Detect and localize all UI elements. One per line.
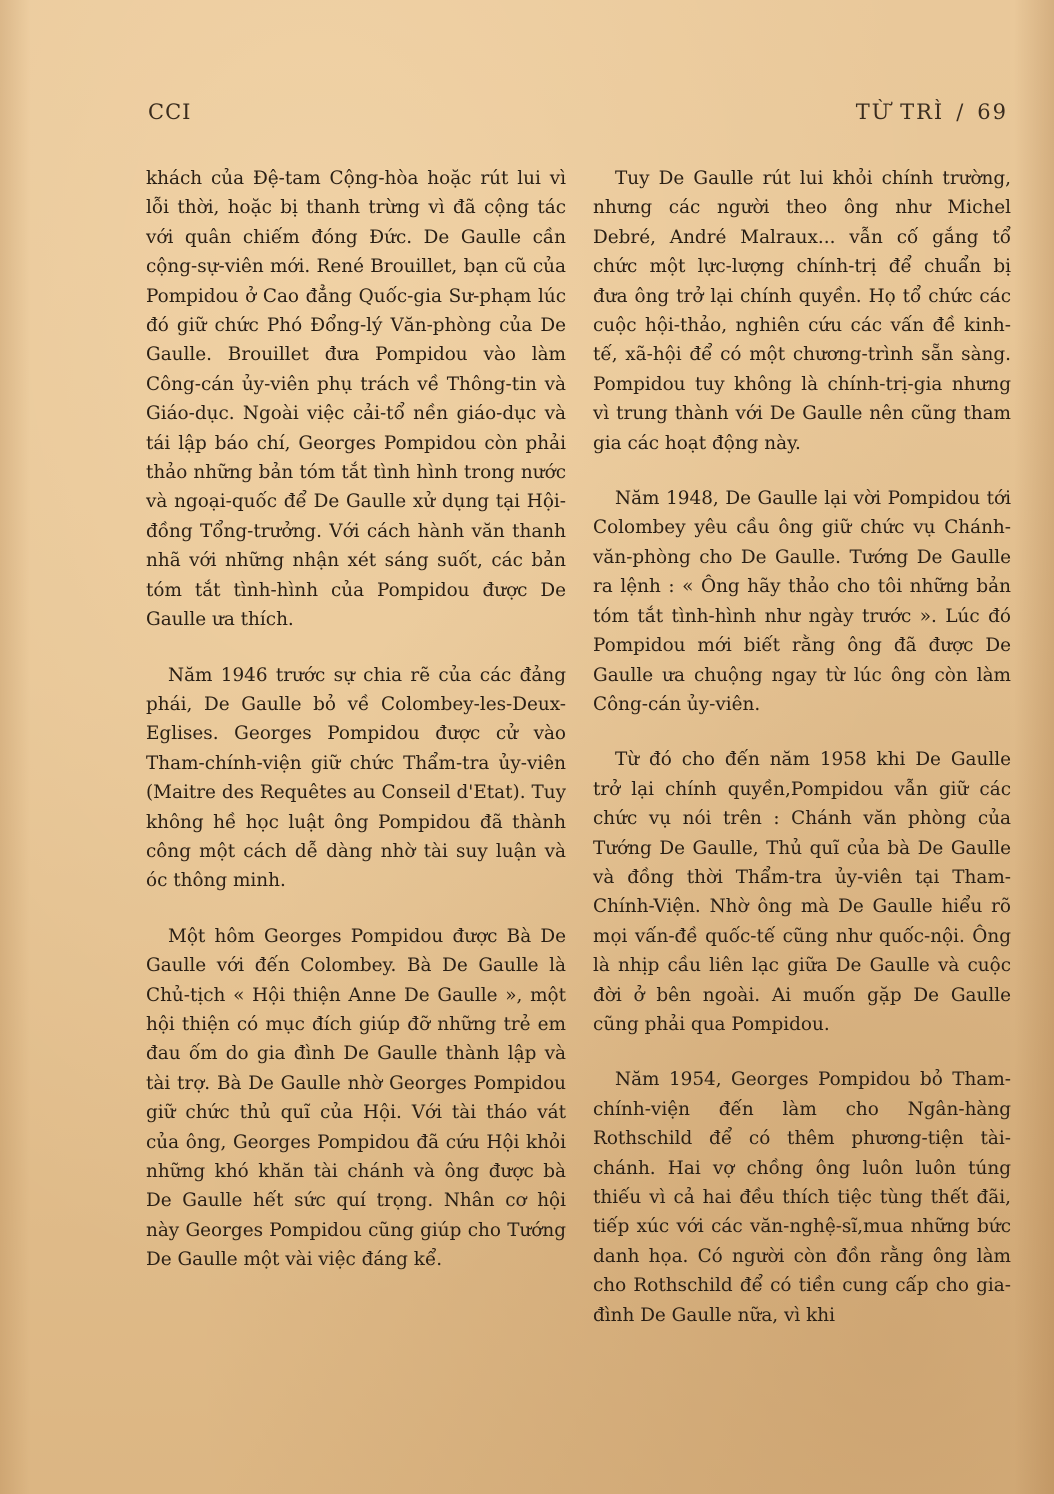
right-column xyxy=(593,164,1011,1356)
page-left-shadow xyxy=(0,0,30,1494)
running-header xyxy=(856,100,1008,124)
left-column xyxy=(146,164,566,1301)
paragraph: Một hôm Georges Pompidou được Bà De Gaulle với đến Colombey. Bà De Gaulle là Chủ-tịch « Hội thiện Anne De Gaulle », một hội thiện có mục đích giúp đỡ những trẻ em đau ốm do gia đình De Gaulle thành lập và tài trợ. Bà De Gaulle nhờ Georges Pompidou giữ chức thủ quĩ của Hội. Với tài tháo vát của ông, Georges Pompidou đã cứu Hội khỏi những khó khăn tài chánh và ông được bà De Gaulle hết sức quí trọng. Nhân cơ hội này Georges Pompidou cũng giúp cho Tướng De Gaulle một vài việc đáng kể. xyxy=(146,925,566,1271)
header-left-mark: CCI xyxy=(148,100,192,124)
paragraph: Năm 1946 trước sự chia rẽ của các đảng phái, De Gaulle bỏ về Colombey-les-Deux-Eglises. Georges Pompidou được cử vào Tham-chính-viện giữ chức Thẩm-tra ủy-viên (Maitre des Requêtes au Conseil d'Etat). Tuy không hề học luật ông Pompidou đã thành công một cách dễ dàng nhờ tài suy luận và óc thông minh. xyxy=(146,664,566,892)
paragraph: Tuy De Gaulle rút lui khỏi chính trường, nhưng các người theo ông như Michel Debré, André Malraux... vẫn cố gắng tổ chức một lực-lượng chính-trị để chuẩn bị đưa ông trở lại chính quyền. Họ tổ chức các cuộc hội-thảo, nghiên cứu các vấn đề kinh-tế, xã-hội để có một chương-trình sẵn sàng. Pompidou tuy không là chính-trị-gia nhưng vì trung thành với De Gaulle nên cũng tham gia các hoạt động này. xyxy=(593,168,1011,454)
page-number: 69 xyxy=(977,100,1008,124)
paragraph: Năm 1954, Georges Pompidou bỏ Tham-chính-viện đến làm cho Ngân-hàng Rothschild để có thêm phương-tiện tài-chánh. Hai vợ chồng ông luôn luôn túng thiếu vì cả hai đều thích tiệc tùng thết đãi, tiếp xúc với các văn-nghệ-sĩ,mua những bức danh họa. Có người còn đồn rằng ông làm cho Rothschild để có tiền cung cấp cho gia-đình De Gaulle nữa, vì khi xyxy=(593,1069,1011,1326)
paragraph: khách của Đệ-tam Cộng-hòa hoặc rút lui vì lỗi thời, hoặc bị thanh trừng vì đã cộng tác với quân chiếm đóng Đức. De Gaulle cần cộng-sự-viên mới. René Brouillet, bạn cũ của Pompidou ở Cao đẳng Quốc-gia Sư-phạm lúc đó giữ chức Phó Đổng-lý Văn-phòng của De Gaulle. Brouillet đưa Pompidou vào làm Công-cán ủy-viên phụ trách về Thông-tin và Giáo-dục. Ngoài việc cải-tổ nền giáo-dục và tái lập báo chí, Georges Pompidou còn phải thảo những bản tóm tắt tình hình trong nước và ngoại-quốc để De Gaulle xử dụng tại Hội-đồng Tổng-trưởng. Với cách hành văn thanh nhã với những nhận xét sáng suốt, các bản tóm tắt tình-hình của Pompidou được De Gaulle ưa thích. xyxy=(146,168,566,631)
paragraph: Năm 1948, De Gaulle lại vời Pompidou tới Colombey yêu cầu ông giữ chức vụ Chánh-văn-phòng cho De Gaulle. Tướng De Gaulle ra lệnh : « Ông hãy thảo cho tôi những bản tóm tắt tình-hình như ngày trước ». Lúc đó Pompidou mới biết rằng ông đã được De Gaulle ưa chuộng ngay từ lúc ông còn làm Công-cán ủy-viên. xyxy=(593,488,1011,715)
paragraph: Từ đó cho đến năm 1958 khi De Gaulle trở lại chính quyền,Pompidou vẫn giữ các chức vụ nói trên : Chánh văn phòng của Tướng De Gaulle, Thủ quĩ của bà De Gaulle và đồng thời Thẩm-tra ủy-viên tại Tham-Chính-Viện. Nhờ ông mà De Gaulle hiểu rõ mọi vấn-đề quốc-tế cũng như quốc-nội. Ông là nhịp cầu liên lạc giữa De Gaulle và cuộc đời ở bên ngoài. Ai muốn gặp De Gaulle cũng phải qua Pompidou. xyxy=(593,749,1011,1035)
running-title: TỪ TRÌ xyxy=(855,100,945,124)
header-separator: / xyxy=(956,100,966,124)
page-edge-shadow xyxy=(1014,0,1054,1494)
